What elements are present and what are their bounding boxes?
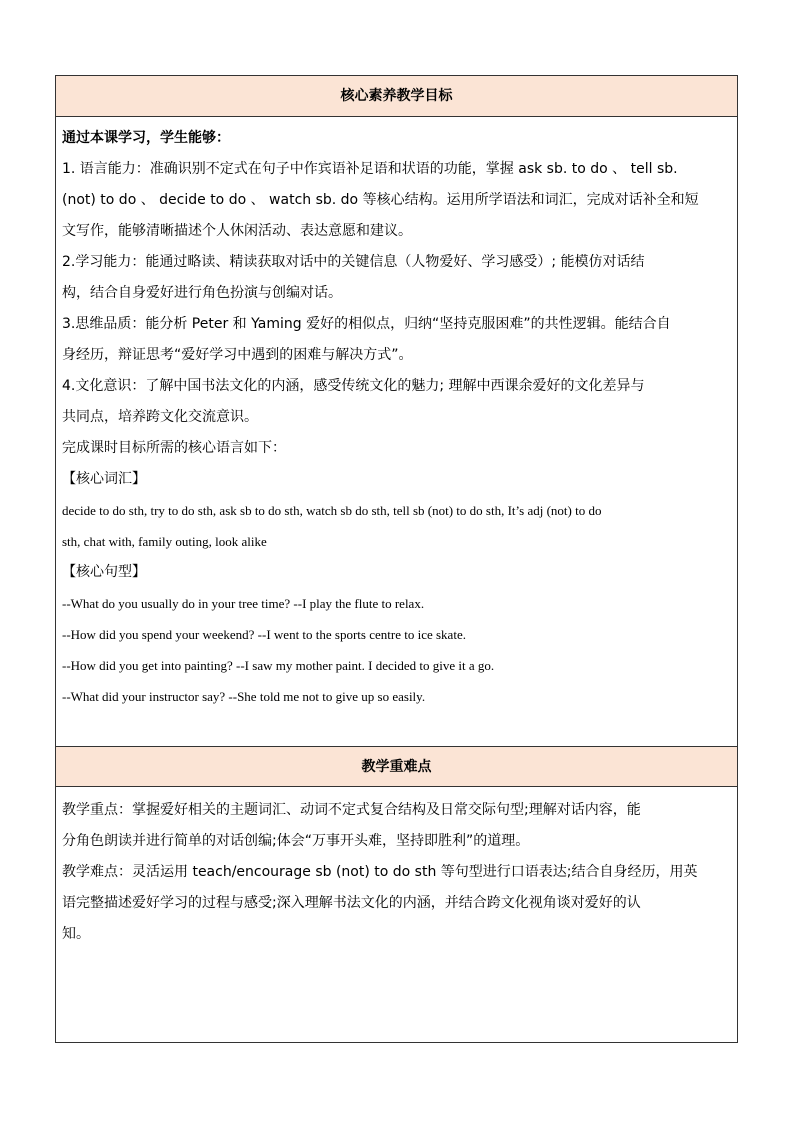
sentence-item: --What did your instructor say? --She told me not to give up so easily.	[62, 689, 426, 704]
goal-learning-line1: 2.学习能力：能通过略读、精读获取对话中的关键信息（人物爱好、学习感受）; 能模仿对话结	[62, 254, 645, 270]
lesson-plan-table	[55, 75, 738, 1043]
vocab-line1: decide to do sth, try to do sth, ask sb to do sth, watch sb do sth, tell sb (not) to do sth, It’s adj (not) to do	[62, 503, 602, 518]
core-goals-body	[62, 123, 731, 712]
sentence-heading: 【核心句型】	[62, 564, 146, 580]
core-language-intro: 完成课时目标所需的核心语言如下：	[62, 440, 286, 456]
difficult-point-line3: 知。	[62, 926, 90, 942]
key-point-line1: 教学重点：掌握爱好相关的主题词汇、动词不定式复合结构及日常交际句型;理解对话内容，能	[62, 802, 641, 818]
goal-language-line3: 文写作，能够清晰描述个人休闲活动、表达意愿和建议。	[62, 223, 412, 239]
intro-text: 通过本课学习，学生能够：	[62, 130, 230, 146]
goal-culture-line2: 共同点，培养跨文化交流意识。	[62, 409, 258, 425]
goal-culture-line1: 4.文化意识：了解中国书法文化的内涵，感受传统文化的魅力; 理解中西课余爱好的文化差异与	[62, 378, 645, 394]
goal-thinking-line1: 3.思维品质：能分析 Peter 和 Yaming 爱好的相似点，归纳“坚持克服困难”的共性逻辑。能结合自	[62, 316, 671, 332]
vocab-heading: 【核心词汇】	[62, 471, 146, 487]
key-point-line2: 分角色朗读并进行简单的对话创编;体会“万事开头难，坚持即胜利”的道理。	[62, 833, 530, 849]
vocab-line2: sth, chat with, family outing, look alike	[62, 534, 267, 549]
sentence-item: --How did you get into painting? --I saw my mother paint. I decided to give it a go.	[62, 658, 495, 673]
section-header-core-goals: 核心素养教学目标	[56, 76, 737, 117]
sentence-item: --How did you spend your weekend? --I went to the sports centre to ice skate.	[62, 627, 466, 642]
difficult-point-line1: 教学难点：灵活运用 teach/encourage sb (not) to do sth 等句型进行口语表达;结合自身经历，用英	[62, 864, 698, 880]
goal-learning-line2: 构，结合自身爱好进行角色扮演与创编对话。	[62, 285, 342, 301]
goal-thinking-line2: 身经历，辩证思考“爱好学习中遇到的困难与解决方式”。	[62, 347, 413, 363]
goal-language-line2: (not) to do 、 decide to do 、 watch sb. do 等核心结构。运用所学语法和词汇，完成对话补全和短	[62, 192, 699, 208]
key-difficult-body	[62, 795, 731, 950]
section-header-key-difficult: 教学重难点	[56, 746, 737, 787]
difficult-point-line2: 语完整描述爱好学习的过程与感受;深入理解书法文化的内涵，并结合跨文化视角谈对爱好的认	[62, 895, 641, 911]
goal-language-line1: 1. 语言能力：准确识别不定式在句子中作宾语补足语和状语的功能，掌握 ask sb. to do 、 tell sb.	[62, 161, 678, 177]
sentence-item: --What do you usually do in your tree time? --I play the flute to relax.	[62, 596, 425, 611]
